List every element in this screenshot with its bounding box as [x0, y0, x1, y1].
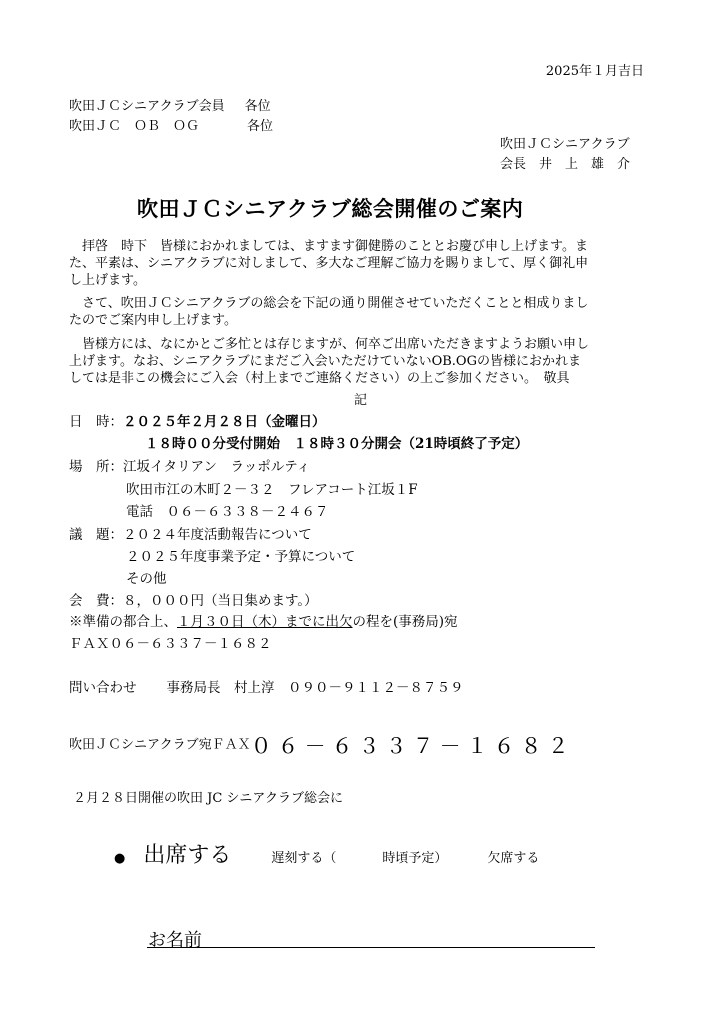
agenda-item: ２０２５年度事業予定・予算について [126, 549, 356, 565]
name-label: お名前 [148, 930, 202, 951]
detail-place-name: 江坂イタリアン ラッポルティ [123, 459, 311, 475]
detail-agenda [69, 527, 312, 544]
sender-person: 会長 井 上 雄 介 [500, 157, 631, 172]
detail-date-value: ２０２５年２月２８日（金曜日） [123, 414, 326, 430]
paragraph-line: 皆様方には、なにかとご多忙とは存じますが、何卒ご出席いただきますようお願い申し [69, 337, 590, 352]
detail-label: 日 時： [69, 414, 123, 430]
paragraph-line: 拝啓 時下 皆様におかれましては、ますます御健勝のこととお慶び申し上げます。ま [69, 239, 588, 254]
recipient-suffix: 各位 [247, 119, 274, 134]
detail-date [69, 414, 326, 431]
contact-value: 事務局長 村上淳 ０９０－９１１２－８７５９ [166, 680, 464, 696]
detail-time-value: １８時００分受付開始 １８時３０分開会（21時頃終了予定） [145, 436, 529, 452]
contact-label: 問い合わせ [69, 680, 137, 696]
reply-fax-number: ０６－６３３７－１６８２ [250, 734, 575, 758]
paragraph-greeting [69, 238, 659, 289]
paragraph-line: し上げます。 [69, 273, 146, 288]
paragraph-request [69, 336, 659, 387]
reply-fax-line [69, 730, 575, 760]
name-input-line[interactable] [147, 947, 595, 948]
document-title: 吹田ＪＣシニアクラブ総会開催のご案内 [137, 196, 524, 221]
attendance-options [114, 838, 539, 869]
bullet-icon: ● [114, 851, 126, 866]
agenda-item: その他 [126, 571, 167, 587]
rsvp-deadline: １月３０日（木）までに出欠 [177, 614, 353, 630]
paragraph-line: た、平素は、シニアクラブに対しまして、多大なご理解ご協力を賜りまして、厚く御礼申 [69, 256, 589, 271]
sender-org: 吹田ＪＣシニアクラブ [500, 137, 630, 152]
ki-mark: 記 [354, 393, 368, 408]
document-date: 2025年１月吉日 [545, 64, 644, 79]
rsvp-note [69, 614, 458, 631]
detail-label: 会 費： [69, 593, 123, 609]
paragraph-line: 上げます。なお、シニアクラブにまだご入会いただけていないOB.OGの皆様におかれま [69, 354, 581, 369]
agenda-item: ２０２４年度活動報告について [123, 527, 312, 543]
recipient-line-1 [69, 99, 271, 115]
reply-fax-to: 吹田ＪＣシニアクラブ宛ＦＡＸ [69, 737, 251, 753]
attend-option[interactable]: 出席する [143, 843, 232, 868]
detail-place [69, 459, 310, 476]
recipient-name: 吹田ＪＣシニアクラブ会員 [69, 99, 225, 114]
detail-fee [69, 593, 318, 610]
paragraph-line: たのでご案内申し上げます。 [69, 313, 237, 328]
paragraph-line: しては是非この機会にご入会（村上までご連絡ください）の上ご参加ください。 敬具 [69, 371, 570, 386]
recipient-line-2 [69, 119, 273, 135]
absent-option[interactable]: 欠席する [487, 851, 540, 866]
rsvp-fax: ＦＡＸ０６－６３３７－１６８２ [69, 636, 272, 652]
rsvp-note-suffix: の程を(事務局)宛 [352, 614, 458, 630]
detail-label: 議 題： [69, 527, 123, 543]
reply-lead: ２月２８日開催の吹田 JC シニアクラブ総会に [73, 791, 344, 806]
detail-place-address: 吹田市江の木町２－３２ フレアコート江坂１F [126, 482, 418, 498]
detail-label: 場 所： [69, 459, 123, 475]
detail-fee-value: ８，０００円（当日集めます。） [123, 593, 318, 609]
paragraph-line: さて、吹田ＪＣシニアクラブの総会を下記の通り開催させていただくことと相成りまし [69, 296, 589, 311]
detail-place-tel: 電話 ０６－６３３８－２４６７ [126, 504, 329, 520]
recipient-name: 吹田ＪＣ ＯＢ ＯＧ [69, 119, 200, 134]
recipient-suffix: 各位 [244, 99, 271, 114]
late-time-option[interactable]: 時頃予定） [382, 851, 448, 866]
contact-line [69, 680, 464, 697]
rsvp-note-prefix: ※準備の都合上、 [69, 614, 177, 630]
late-option[interactable]: 遅刻する（ [271, 851, 337, 866]
paragraph-announcement [69, 295, 659, 329]
